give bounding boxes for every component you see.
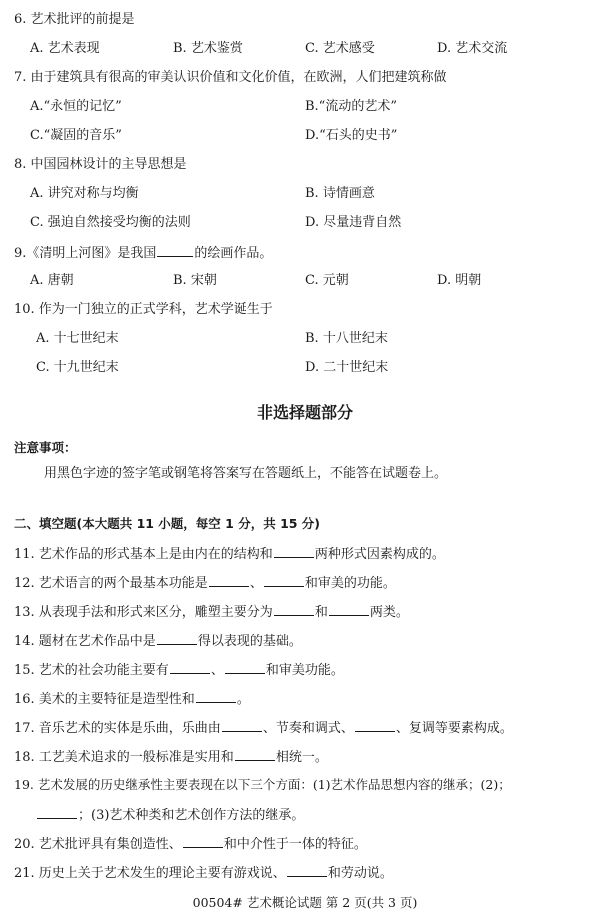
q13-text-3: 两类。 xyxy=(369,605,409,620)
q17-text-3: 、复调等要素构成。 xyxy=(395,721,513,736)
q8-option-a: A. 讲究对称与均衡 xyxy=(30,186,139,201)
answer-blank xyxy=(170,661,210,674)
q9-option-c: C. 元朝 xyxy=(305,273,349,288)
q7-option-d: D.“石头的史书” xyxy=(305,128,398,143)
q21-text-2: 和劳动说。 xyxy=(327,866,393,881)
q21-text-1: 21. 历史上关于艺术发生的理论主要有游戏说、 xyxy=(14,866,286,881)
q13-text-1: 13. 从表现手法和形式来区分，雕塑主要分为 xyxy=(14,605,273,620)
question-12 xyxy=(14,574,396,592)
q9-stem-before: 9.《清明上河图》是我国 xyxy=(14,246,157,261)
page-footer: 00504# 艺术概论试题 第 2 页(共 3 页) xyxy=(192,895,418,910)
q15-text-1: 15. 艺术的社会功能主要有 xyxy=(14,663,169,678)
q6-option-b: B. 艺术鉴赏 xyxy=(173,41,243,56)
answer-blank xyxy=(329,603,369,616)
part2-header: 二、填空题(本大题共 11 小题，每空 1 分，共 15 分) xyxy=(14,516,321,531)
q11-text-2: 两种形式因素构成的。 xyxy=(314,547,445,562)
question-16 xyxy=(14,690,250,708)
question-8-stem: 8. 中国园林设计的主导思想是 xyxy=(14,157,187,172)
answer-blank xyxy=(287,864,327,877)
q16-text-2: 。 xyxy=(236,692,250,707)
q14-text-1: 14. 题材在艺术作品中是 xyxy=(14,634,156,649)
q10-option-c: C. 十九世纪末 xyxy=(36,360,119,375)
q16-text-1: 16. 美术的主要特征是造型性和 xyxy=(14,692,195,707)
answer-blank xyxy=(355,719,395,732)
question-14 xyxy=(14,632,302,650)
answer-blank xyxy=(274,603,314,616)
q20-text-1: 20. 艺术批评具有集创造性、 xyxy=(14,837,182,852)
question-19: 19. 艺术发展的历史继承性主要表现在以下三个方面：(1)艺术作品思想内容的继承；(2)； xyxy=(14,777,511,792)
question-15 xyxy=(14,661,344,679)
q17-text-2: 、节奏和调式、 xyxy=(262,721,354,736)
question-21 xyxy=(14,864,393,882)
q7-option-a: A.“永恒的记忆” xyxy=(30,99,122,114)
q9-option-a: A. 唐朝 xyxy=(30,273,74,288)
question-9-stem xyxy=(14,244,272,262)
q8-option-d: D. 尽量违背自然 xyxy=(305,215,402,230)
q12-text-1: 12. 艺术语言的两个最基本功能是 xyxy=(14,576,208,591)
q6-option-d: D. 艺术交流 xyxy=(437,41,508,56)
answer-blank xyxy=(37,806,77,819)
q10-option-a: A. 十七世纪末 xyxy=(36,331,119,346)
q7-option-b: B.“流动的艺术” xyxy=(305,99,397,114)
answer-blank xyxy=(183,835,223,848)
q9-option-d: D. 明朝 xyxy=(437,273,482,288)
question-17 xyxy=(14,719,513,737)
question-6-stem: 6. 艺术批评的前提是 xyxy=(14,12,135,27)
q15-text-2: 、 xyxy=(210,663,224,678)
answer-blank xyxy=(157,632,197,645)
answer-blank xyxy=(157,244,193,257)
q7-option-c: C.“凝固的音乐” xyxy=(30,128,122,143)
q15-text-3: 和审美功能。 xyxy=(265,663,344,678)
answer-blank xyxy=(196,690,236,703)
q10-option-b: B. 十八世纪末 xyxy=(305,331,388,346)
q18-text-1: 18. 工艺美术追求的一般标准是实用和 xyxy=(14,750,234,765)
question-11 xyxy=(14,545,445,563)
question-13 xyxy=(14,603,409,621)
q6-option-c: C. 艺术感受 xyxy=(305,41,375,56)
q9-option-b: B. 宋朝 xyxy=(173,273,217,288)
notice-text: 用黑色字迹的签字笔或钢笔将答案写在答题纸上，不能答在试题卷上。 xyxy=(44,466,448,481)
q17-text-1: 17. 音乐艺术的实体是乐曲，乐曲由 xyxy=(14,721,221,736)
question-20 xyxy=(14,835,367,853)
question-10-stem: 10. 作为一门独立的正式学科，艺术学诞生于 xyxy=(14,302,273,317)
q8-option-c: C. 强迫自然接受均衡的法则 xyxy=(30,215,191,230)
q13-text-2: 和 xyxy=(314,605,328,620)
q12-text-2: 、 xyxy=(249,576,263,591)
q18-text-2: 相统一。 xyxy=(275,750,328,765)
answer-blank xyxy=(264,574,304,587)
question-19-continued xyxy=(36,806,304,824)
q12-text-3: 和审美的功能。 xyxy=(304,576,396,591)
section-title: 非选择题部分 xyxy=(256,403,353,422)
q20-text-2: 和中介性于一体的特征。 xyxy=(223,837,367,852)
q14-text-2: 得以表现的基础。 xyxy=(197,634,302,649)
question-7-stem: 7. 由于建筑具有很高的审美认识价值和文化价值，在欧洲，人们把建筑称做 xyxy=(14,70,447,85)
answer-blank xyxy=(235,748,275,761)
answer-blank xyxy=(225,661,265,674)
q11-text-1: 11. 艺术作品的形式基本上是由内在的结构和 xyxy=(14,547,273,562)
answer-blank xyxy=(222,719,262,732)
q8-option-b: B. 诗情画意 xyxy=(305,186,375,201)
q9-stem-after: 的绘画作品。 xyxy=(194,246,273,261)
answer-blank xyxy=(274,545,314,558)
q10-option-d: D. 二十世纪末 xyxy=(305,360,389,375)
question-18 xyxy=(14,748,328,766)
answer-blank xyxy=(209,574,249,587)
q6-option-a: A. 艺术表现 xyxy=(30,41,100,56)
notice-title: 注意事项： xyxy=(14,440,77,455)
q19-text-2: ；(3)艺术种类和艺术创作方法的继承。 xyxy=(78,808,305,823)
